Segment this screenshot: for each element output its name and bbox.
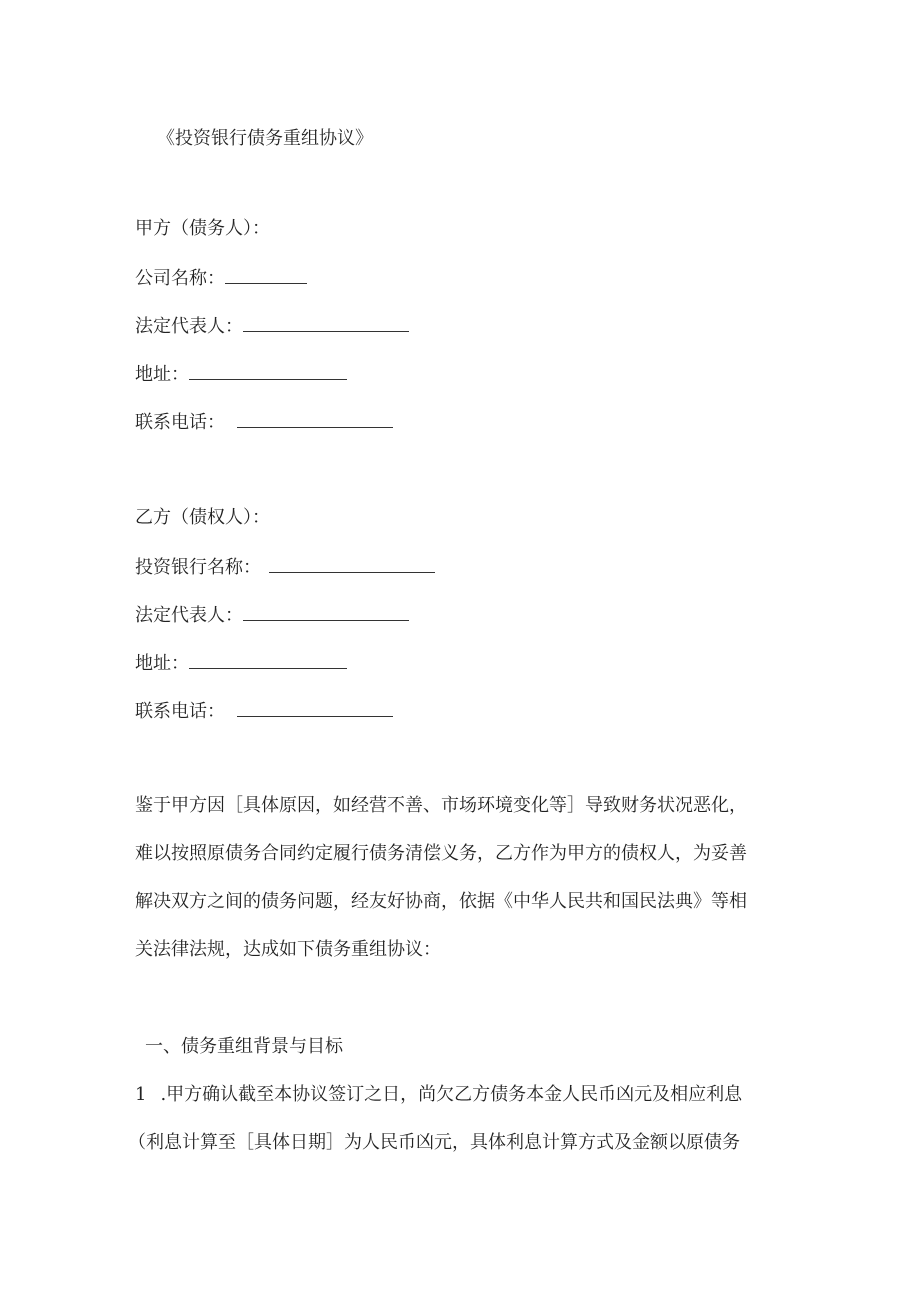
party-b-address-row: [135, 651, 347, 675]
section-1-item-1-line-1: [135, 1084, 742, 1106]
party-b-phone-label: 联系电话：: [135, 701, 225, 722]
party-a-legal-rep-field[interactable]: [243, 314, 409, 332]
party-b-bank-row: [135, 555, 435, 579]
party-a-phone-row: [135, 410, 393, 434]
section-1-heading: 一、债务重组背景与目标: [145, 1036, 343, 1057]
party-a-legal-rep-label: 法定代表人：: [135, 316, 243, 337]
party-a-heading: 甲方（债务人）：: [135, 218, 270, 239]
party-b-bank-name-field[interactable]: [269, 555, 435, 573]
party-b-address-field[interactable]: [189, 651, 347, 669]
preamble-line: 解决双方之间的债务问题，经友好协商，依据《中华人民共和国民法典》等相: [135, 891, 747, 912]
preamble-line: 难以按照原债务合同约定履行债务清偿义务，乙方作为甲方的债权人，为妥善: [135, 843, 747, 864]
party-b-legal-rep-row: [135, 603, 409, 627]
party-b-legal-rep-field[interactable]: [243, 603, 409, 621]
party-a-phone-field[interactable]: [237, 410, 393, 428]
party-a-address-row: [135, 362, 347, 386]
item-number: 1: [135, 1084, 147, 1105]
party-b-heading: 乙方（债权人）：: [135, 507, 270, 528]
party-a-address-label: 地址：: [135, 364, 189, 385]
party-b-address-label: 地址：: [135, 653, 189, 674]
party-b-bank-name-label: 投资银行名称：: [135, 557, 261, 578]
item-text: .甲方确认截至本协议签订之日，尚欠乙方债务本金人民币凶元及相应利息: [160, 1084, 743, 1105]
party-a-company-row: [135, 266, 307, 290]
party-b-legal-rep-label: 法定代表人：: [135, 605, 243, 626]
party-a-address-field[interactable]: [189, 362, 347, 380]
party-a-legal-rep-row: [135, 314, 409, 338]
preamble-line: 鉴于甲方因［具体原因，如经营不善、市场环境变化等］导致财务状况恶化，: [135, 795, 747, 816]
party-b-phone-row: [135, 699, 393, 723]
party-a-phone-label: 联系电话：: [135, 412, 225, 433]
preamble-line: 关法律法规，达成如下债务重组协议：: [135, 939, 441, 960]
document-title: 《投资银行债务重组协议》: [157, 128, 373, 149]
preamble-paragraph: [135, 782, 775, 974]
party-a-company-name-field[interactable]: [225, 266, 307, 284]
party-b-phone-field[interactable]: [237, 699, 393, 717]
section-1-item-1-line-2: （利息计算至［具体日期］为人民币凶元，具体利息计算方式及金额以原债务: [128, 1132, 740, 1153]
party-a-company-name-label: 公司名称：: [135, 268, 225, 289]
